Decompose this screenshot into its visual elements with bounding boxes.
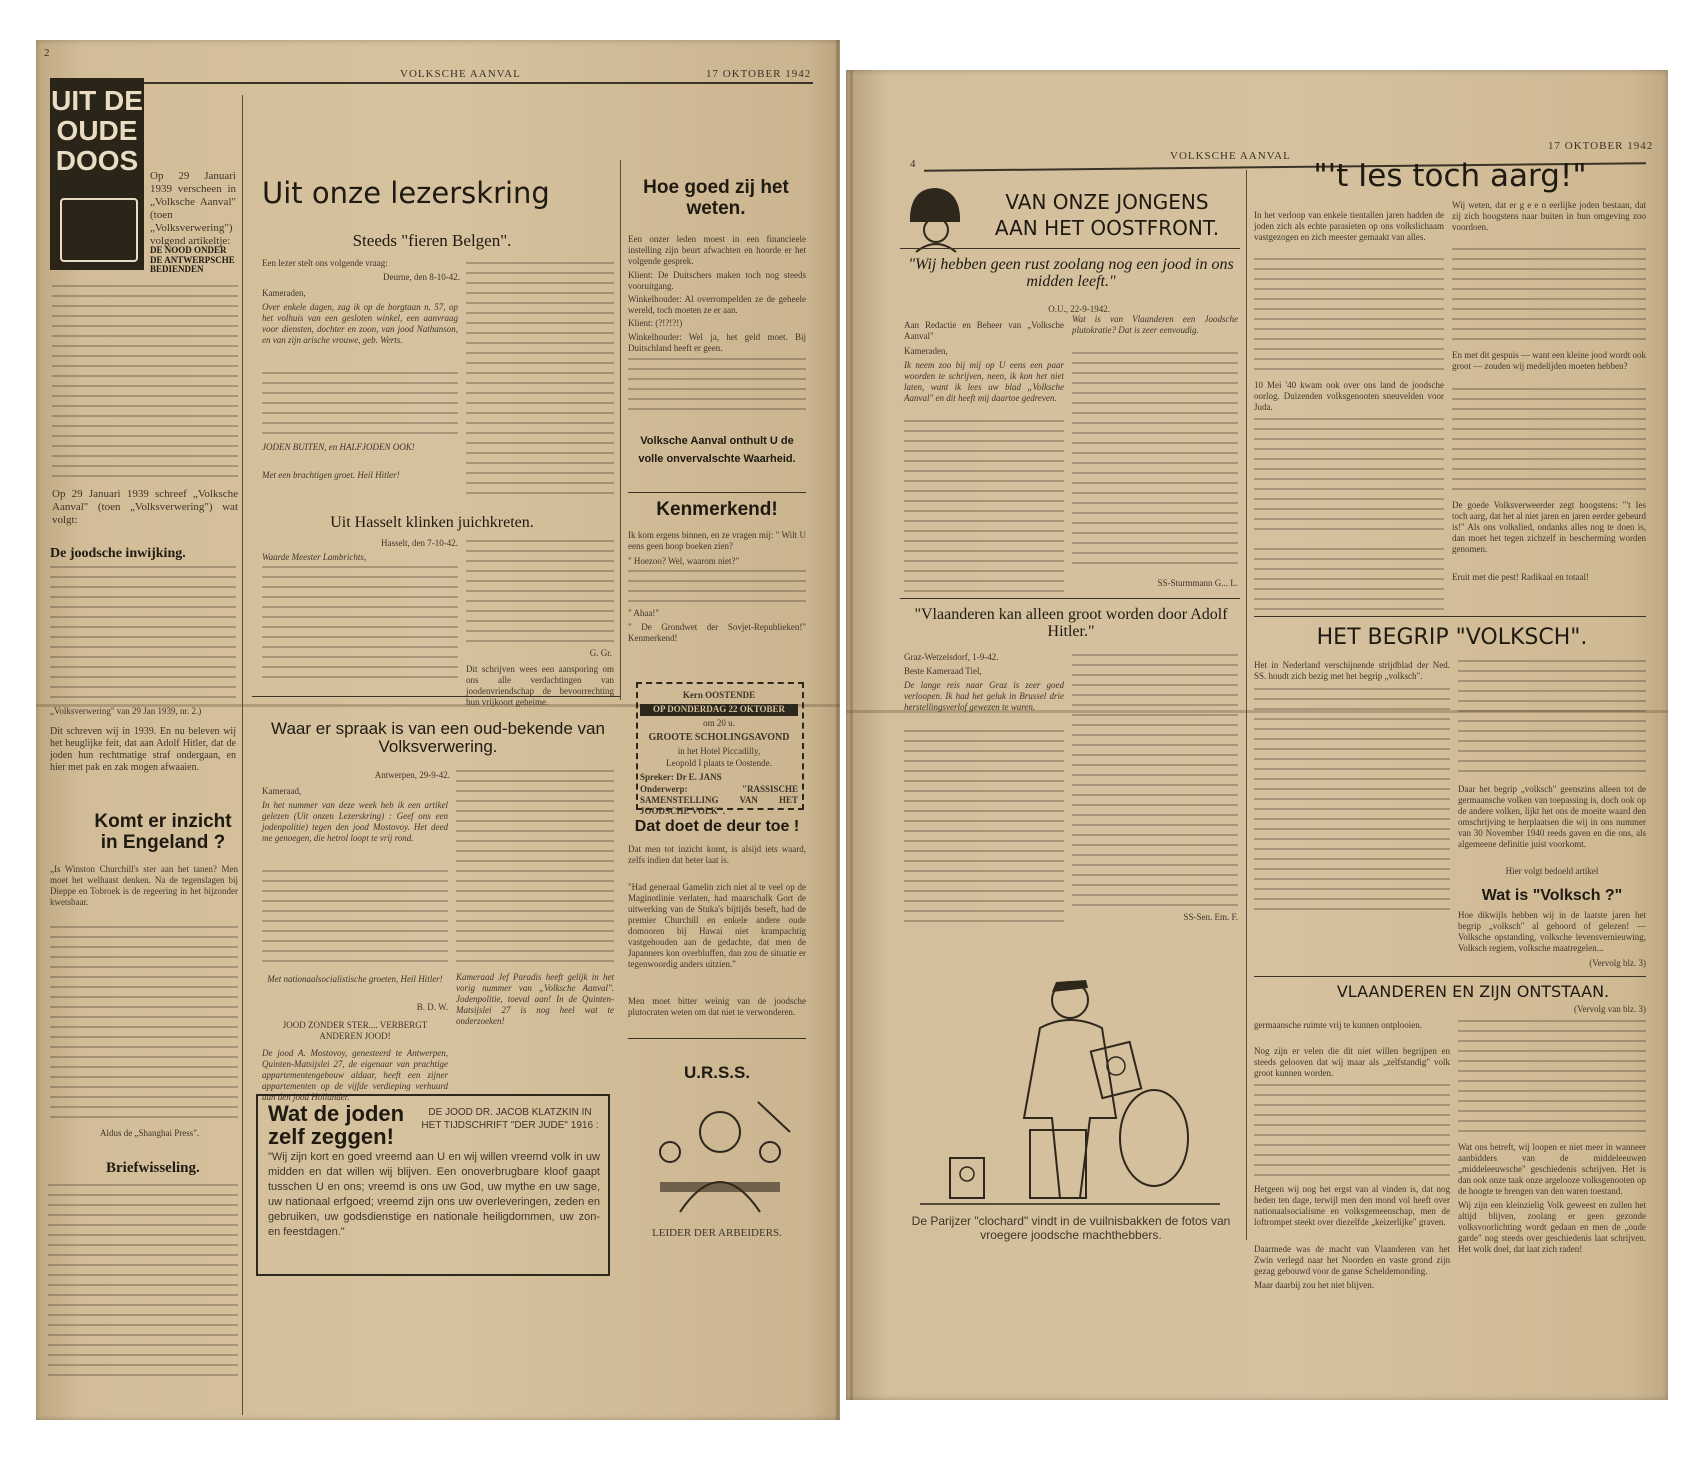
wat-is-volksch-p1: Hoe dikwijls hebben wij in de laatste jaren het begrip „volksch" al gehoord of gelezen! — Volksche opstanding, volksche levensvernieuwing, Volksch regiem, volksche maatregelen... [1458, 910, 1646, 953]
section-rule [900, 248, 1240, 249]
hoe-goed-p5: Winkelhouder: Wel ja, het geld moet. Bij Duitschland heeft er geen. [628, 332, 806, 353]
section-rule [628, 1038, 806, 1039]
ies-body [1254, 258, 1444, 376]
oostfront-greeting: Kameraden, [904, 346, 948, 356]
kern-line5: in het Hotel Piccadilly, [677, 746, 761, 756]
kern-line6: Leopold I plaats te Oostende. [666, 758, 772, 768]
oud-bekende-p3: De jood A. Mostovoy, genesteerd te Antwerpen, Quinten-Matsijslei 27, de eigenaar van prachtige appartementengebouw aldaar, heeft een zijner appartementen op de vijfde verdieping verhuurd aan den jood Hollander. [262, 1048, 448, 1102]
fold-line [850, 70, 853, 1400]
vlaanderen-groot-body [904, 730, 1064, 926]
page-number: 4 [910, 158, 917, 170]
vlaanderen-groot-col2 [1072, 654, 1238, 906]
oostfront-sig: SS-Sturmmann G... L. [1157, 578, 1238, 588]
begrip-p2: Daar het begrip „volksch" geenszins alleen tot de germaansche volken van toepassing is, doch ook op de andere volken, lijkt het ons de moeite waard den omschrijving te herplaatsen die wij in ons nummer van 30 November 1940 reeds gaven en die ons, als algemeene definitie juist voorkomt. [1458, 784, 1646, 849]
joodsche-inwijking-heading: De joodsche inwijking. [50, 546, 186, 561]
oud-bekende-sub: JOOD ZONDER STER.... VERBERGT ANDEREN JOOD! [282, 1020, 428, 1041]
oud-bekende-p2: Met nationaalsocialistische groeten, Heil Hitler! [267, 974, 443, 984]
oud-bekende-greeting: Kameraad, [262, 786, 302, 796]
column-rule [620, 160, 621, 700]
lezerskring-greeting: Kameraden, [262, 288, 306, 298]
section-rule [1254, 976, 1646, 977]
ies-body-3 [1254, 548, 1444, 610]
lezerskring-place: Deurne, den 8-10-42. [383, 272, 460, 282]
engeland-title: Komt er inzicht in Engeland ? [94, 811, 232, 853]
soldier-helmet-icon [902, 182, 966, 254]
lezerskring-sub1: Steeds "fieren Belgen". [352, 231, 512, 250]
running-head-date: 17 OKTOBER 1942 [1548, 140, 1654, 152]
column-rule [242, 95, 243, 1415]
section-rule [1254, 616, 1646, 617]
running-head-date: 17 OKTOBER 1942 [706, 68, 812, 80]
fold-line [836, 40, 839, 1420]
kenmerkend-title: Kenmerkend! [656, 499, 778, 520]
ies-col2 [1452, 248, 1646, 346]
hoe-goed-box: Volksche Aanval onthult U de volle onvervalschte Waarheid. [638, 435, 796, 465]
section-rule [900, 598, 1240, 599]
oostfront-body [904, 420, 1064, 600]
hoe-goed-p1: Een onzer leden moest in een financieele instelling zijn beurt afwachten en hoorde er het volgende gesprek. [628, 234, 806, 266]
urss-title: U.R.S.S. [683, 1063, 751, 1082]
kern-line3: om 20 u. [703, 718, 735, 728]
header-rule [118, 82, 813, 84]
kenmerkend-p3: " Ahaa!" [628, 608, 660, 618]
oostfront-title-2: AAN HET OOSTFRONT. [994, 216, 1220, 240]
lezerskring-sub2-col2 [466, 540, 614, 644]
running-head: VOLKSCHE AANVAL [400, 68, 521, 80]
begrip-p3: Hier volgt bedoeld artikel [1505, 866, 1599, 876]
column-rule [1246, 170, 1247, 1240]
vlaanderen-ontstaan-title: VLAANDEREN EN ZIJN ONTSTAAN. [1336, 982, 1610, 1001]
lezerskring-sub2-body [262, 566, 458, 686]
deur-toe-p3: Men moet bitter weinig van de joodsche plutocraten weten om dat niet te verwonderen. [628, 996, 806, 1017]
oud-bekende-p4: Kameraad Jef Paradis heeft gelijk in het vorig nummer van „Volksche Aanval". Jodenpolitie, toeval aan! In de Quinten-Matsijslei 27 is nog heel wat te onderzoeken! [456, 972, 614, 1026]
oud-bekende-title: Waar er spraak is van een oud-bekende van Volksverwering. [271, 719, 605, 757]
begrip-body [1254, 688, 1450, 910]
lezerskring-lead: Een lezer stelt ons volgende vraag: [262, 258, 388, 268]
oude-doos-closing: Op 29 Januari 1939 schreef „Volksche Aanval" (toen „Volksverwering") wat volgt: [52, 488, 238, 526]
vlaanderen-ontstaan-p3: Hetgeen wij nog het ergst van al vinden is, dat nog heden ten dage, terwijl men den mond vol heeft over nationaalsocialisme en volksgemeenschap, men de loftrompet steekt over diezelfde „keizerlijke" graven. [1254, 1184, 1450, 1227]
urss-caption: LEIDER DER ARBEIDERS. [652, 1227, 782, 1239]
joodsche-inwijking-body [50, 566, 236, 704]
lezerskring-sub2-greeting: Waarde Meester Lambrichts, [262, 552, 367, 562]
kenmerkend-p1: Ik kom ergens binnen, en ze vragen mij: " Wilt U eens geen hoop boeken zien? [628, 530, 806, 551]
vlaanderen-ontstaan-p1: germaansche ruimte vrij te kunnen ontplooien. [1254, 1020, 1422, 1030]
vlaanderen-ontstaan-p4: Daarmede was de macht van Vlaanderen van het Zwin verlegd naar het Noorden en vaste grond zijn gezag gebouwd voor de ganse Scheldemonding. [1254, 1244, 1450, 1276]
lezerskring-p3: JODEN BUITEN, en HALFJODEN OOK! [262, 442, 415, 452]
joden-zeggen-quote: "Wij zijn kort en goed vreemd aan U en wij willen vreemd volk in uw midden en dat willen wij blijven. Een onoverbrugbare kloof gaapt tusschen U en ons; vreemd is ons uw God, uw mythe en uw sage, uw nationaal erfgoed; vreemd zijn ons uw overleveringen, zeden en gebruiken, uw godsdienstige en nationale heiligdommen, uw zon- en feestdagen." [268, 1151, 600, 1238]
oostfront-address: Aan Redactie en Beheer van „Volksche Aanval" [904, 320, 1064, 341]
lezerskring-sub2-place: Hasselt, den 7-10-42. [381, 538, 458, 548]
kern-line1: Kern OOSTENDE [682, 690, 756, 700]
kenmerkend-body [628, 570, 806, 606]
vlaanderen-groot-dateline: Graz-Wetzelsdorf, 1-9-42. [904, 652, 999, 662]
oostfront-dateline: O.U., 22-9-1942. [1048, 304, 1110, 314]
hoe-goed-body [628, 358, 806, 414]
page-number: 2 [44, 47, 51, 59]
oostfront-headline: "Wij hebben geen rust zoolang nog een jood in ons midden leeft." [908, 256, 1234, 291]
deur-toe-title: Dat doet de deur toe ! [634, 818, 800, 835]
ies-p3: Wij weten, dat er g e e n eerlijke joden bestaan, dat zij zich hoogstens naar buiten in hun omgeving zoo voordoen. [1452, 200, 1646, 232]
oude-doos-intro: Op 29 Januari 1939 verscheen in „Volksche Aanval" (toen „Volksverwering") volgend artikeltje: [150, 170, 236, 247]
oostfront-title-1: VAN ONZE JONGENS [1005, 190, 1209, 214]
vlaanderen-groot-greeting: Beste Kameraad Tiel, [904, 666, 982, 676]
briefwisseling-title: Briefwisseling. [106, 1160, 200, 1176]
oude-doos-logo [50, 78, 144, 270]
ies-p1: In het verloop van enkele tientallen jaren hadden de joden zich als echte parasieten op ons volkslichaam vastgezogen en zich meester gemaakt van alles. [1254, 210, 1444, 242]
vlaanderen-groot-sig: SS-Sen. Em. F. [1183, 912, 1238, 922]
ies-p2: 10 Mei '40 kwam ook over ons land de joodsche oorlog. Duizenden volksgenooten sneuvelden voor Juda. [1254, 380, 1444, 412]
oude-doos-heading: DE NOOD ONDER DE ANTWERPSCHE BEDIENDEN [150, 245, 235, 275]
ies-toch-aarg-title: "'t Ies toch aarg!" [1313, 158, 1587, 194]
vlaanderen-ontstaan-p5: Maar daarbij zou het niet blijven. [1254, 1280, 1374, 1290]
oostfront-col2 [1072, 352, 1238, 572]
begrip-col2 [1458, 660, 1646, 778]
hoe-goed-p3: Winkelhouder: Al overrompelden ze de geheele wereld, toch moeten ze er aan. [628, 294, 806, 315]
vlaanderen-groot-headline: "Vlaanderen kan alleen groot worden door Adolf Hitler." [914, 606, 1228, 641]
ies-p4: En met dit gespuis — want een kleine jood wordt ook groot — zouden wij medelijden moeten hebben? [1452, 350, 1646, 371]
hoe-goed-title: Hoe goed zij het weten. [643, 177, 789, 219]
cartoon-caption: De Parijzer "clochard" vindt in de vuilnisbakken de fotos van vroegere joodsche machthebbers. [911, 1214, 1231, 1242]
begrip-volksch-title: HET BEGRIP "VOLKSCH". [1316, 625, 1588, 650]
ies-p5: De goede Volksverweerder zegt hoogstens: "'t Ies toch aarg, dat het al niet jaren en jaren eerder gebeurd is!" Als ons volkslied, ondanks alles nog te doen is, dan moet het tegen zichzelf in bescherming worden genomen. [1452, 500, 1646, 554]
vlaanderen-groot-p1: De lange reis naar Graz is zeer goed verloopen. Ik had het geluk in Brussel drie herstellingsverlof gewezen te waren. [904, 680, 1064, 712]
lezerskring-col2 [466, 262, 614, 494]
hoe-goed-p2: Klient: De Duitschers maken toch nog steeds vooruitgang. [628, 270, 806, 291]
kern-line8: Onderwerp: "RASSISCHE SAMENSTELLING VAN HET JOODSCHE VOLK". [640, 784, 798, 816]
oud-bekende-p1: In het nummer van deze week heb ik een artikel gelezen (Uit onzen Lezerskring) : Geef ons een jodenpolitie) tegen den jood Mostovoy. Het deed me genoegen, die hetrol loopt te vrij rond. [262, 800, 448, 843]
oud-bekende-sig: B. D. W. [416, 1002, 448, 1012]
kern-line7: Spreker: Dr E. JANS [640, 772, 722, 782]
oud-bekende-col2 [456, 770, 614, 966]
oostfront-p2: Wat is van Vlaanderen een Joodsche plutokratie? Dat is zeer eenvoudig. [1072, 314, 1238, 335]
vlaanderen-ontstaan-p6: Wat ons betreft, wij loopen er niet meer in wanneer aanbidders van de middeleeuwen „middeleeuwsche" geschiedenis schrijven. Het is dan ook onze taak onze argelooze volksgenooten op de hoogte te brengen van den waren toestand. [1458, 1142, 1646, 1196]
ies-col2-body [1452, 388, 1646, 496]
logo-illustration [60, 198, 138, 262]
section-rule [252, 696, 620, 697]
briefwisseling-body [48, 1184, 238, 1380]
joodsche-inwijking-closing: Dit schreven wij in 1939. En nu beleven wij het heuglijke feit, dat aan Adolf Hitler, dat de joden hun rechtmatige straf ondergaan, en hier met pak en zak mogen afwaaien. [50, 726, 236, 773]
lezerskring-p4: Met een brachtigen groet. Heil Hitler! [262, 470, 400, 480]
oostfront-p1: Ik neem zoo bij mij op U eens een paar woorden te schrijven, neen, ik kon het niet laten, want ik lees uw blad „Volksche Aanval" en dit heeft mij daartoe gedreven. [904, 360, 1064, 403]
vlaanderen-ontstaan-p7: Wij zijn een kleinzielig Volk geweest en zullen het altijd blijven, zoolang er geen gezonde volksvoorlichting wordt gedaan en men de „oude garde" nog steeds over geschiedenis laat schrijven. Het wolk doel, dat laat zich raden! [1458, 1200, 1646, 1254]
engeland-source: Aldus de „Shanghai Press". [100, 1128, 200, 1138]
lezerskring-p2: Over enkele dagen, zag ik op de borgtaan n. 57, op het volhuis van een gesloten winkel, een aanvraag voor diensten, dochter en zoon, van jood Nathanson, en van zijn arische vrouwe, geb. Werts. [262, 302, 458, 345]
lezerskring-body [262, 372, 458, 438]
section-rule [628, 492, 806, 493]
lezerskring-sub2-sig: G. Gr. [589, 648, 612, 658]
running-head: VOLKSCHE AANVAL [1170, 150, 1291, 162]
engeland-body [50, 926, 238, 1122]
urss-cartoon [640, 1092, 800, 1222]
kenmerkend-p2: " Hoezoo? Wel, waarom niet?" [628, 556, 740, 566]
deur-toe-p2: "Had generaal Gamelin zich niet al te veel op de Maginotlinie verlaten, had maarschalk Gort de uitwerking van de Stuka's bijtijds beseft, had de premier Churchill en enkele andere oude domooren bij Hawai niet krampachtig vastgehouden aan de gedachte, dat men de Japanners kon overbluffen, dan zou de situatie er tegenwoordig anders uitzien." [628, 882, 806, 969]
clochard-cartoon [920, 968, 1220, 1208]
lezerskring-title: Uit onze lezerskring [262, 176, 550, 210]
vlaanderen-ontstaan-cont: (Vervolg van blz. 3) [1574, 1004, 1646, 1014]
kern-line4: GROOTE SCHOLINGSAVOND [648, 732, 790, 743]
vlaanderen-ontstaan-p2: Nog zijn er velen die dit niet willen begrijpen en steeds gelooven dat wij maar als „zelfstandig" volk groot kunnen worden. [1254, 1046, 1450, 1078]
ies-p6: Eruit met die pest! Radikaal en totaal! [1452, 572, 1589, 582]
kern-line2: OP DONDERDAG 22 OKTOBER [640, 704, 798, 716]
oud-bekende-place: Antwerpen, 29-9-42. [374, 770, 450, 780]
hoe-goed-p4: Klient: (?!?!?!) [628, 318, 683, 328]
logo-text: UIT DE OUDE DOOS [51, 85, 143, 176]
kenmerkend-p4: " De Grondwet der Sovjet-Republieken!" Kenmerkend! [628, 622, 806, 643]
vlaanderen-ontstaan-col2 [1458, 1020, 1646, 1138]
joden-zeggen-sub: DE JOOD DR. JACOB KLATZKIN IN HET TIJDSCHRIFT "DER JUDE" 1916 : [421, 1107, 599, 1131]
oude-doos-body [52, 285, 238, 485]
ies-body-2 [1254, 418, 1444, 538]
joodsche-inwijking-source: „Volksverwering" van 29 Jan 1939, nr. 2.) [50, 706, 202, 716]
oud-bekende-body [262, 870, 448, 970]
lezerskring-bottom-note: Dit schrijven wees een aansporing om ons alle verdachtingen van joodenvriendschap de bevoorrechting hun vrijkoort geheime. [466, 664, 614, 707]
engeland-p1: „Is Winston Churchill's ster aan het tanen? Men moet het welhaast denken. Na de tegenslagen bij Dieppe en Tobroek is de regeering in het bijzonder kwetsbaar. [50, 864, 238, 907]
lezerskring-sub2: Uit Hasselt klinken juichkreten. [330, 514, 534, 531]
wat-is-volksch-title: Wat is "Volksch ?" [1481, 887, 1623, 904]
begrip-p1: Het in Nederland verschijnende strijdblad der Ned. SS. houdt zich bezig met het begrip „volksch". [1254, 660, 1450, 681]
joden-zeggen-title: Wat de joden zelf zeggen! [268, 1101, 405, 1150]
vlaanderen-ontstaan-body [1254, 1084, 1450, 1180]
wat-is-volksch-cont: (Vervolg blz. 3) [1589, 958, 1646, 968]
deur-toe-p1: Dat men tot inzicht komt, is alsijd iets waard, zelfs indien dat beter laat is. [628, 844, 806, 865]
